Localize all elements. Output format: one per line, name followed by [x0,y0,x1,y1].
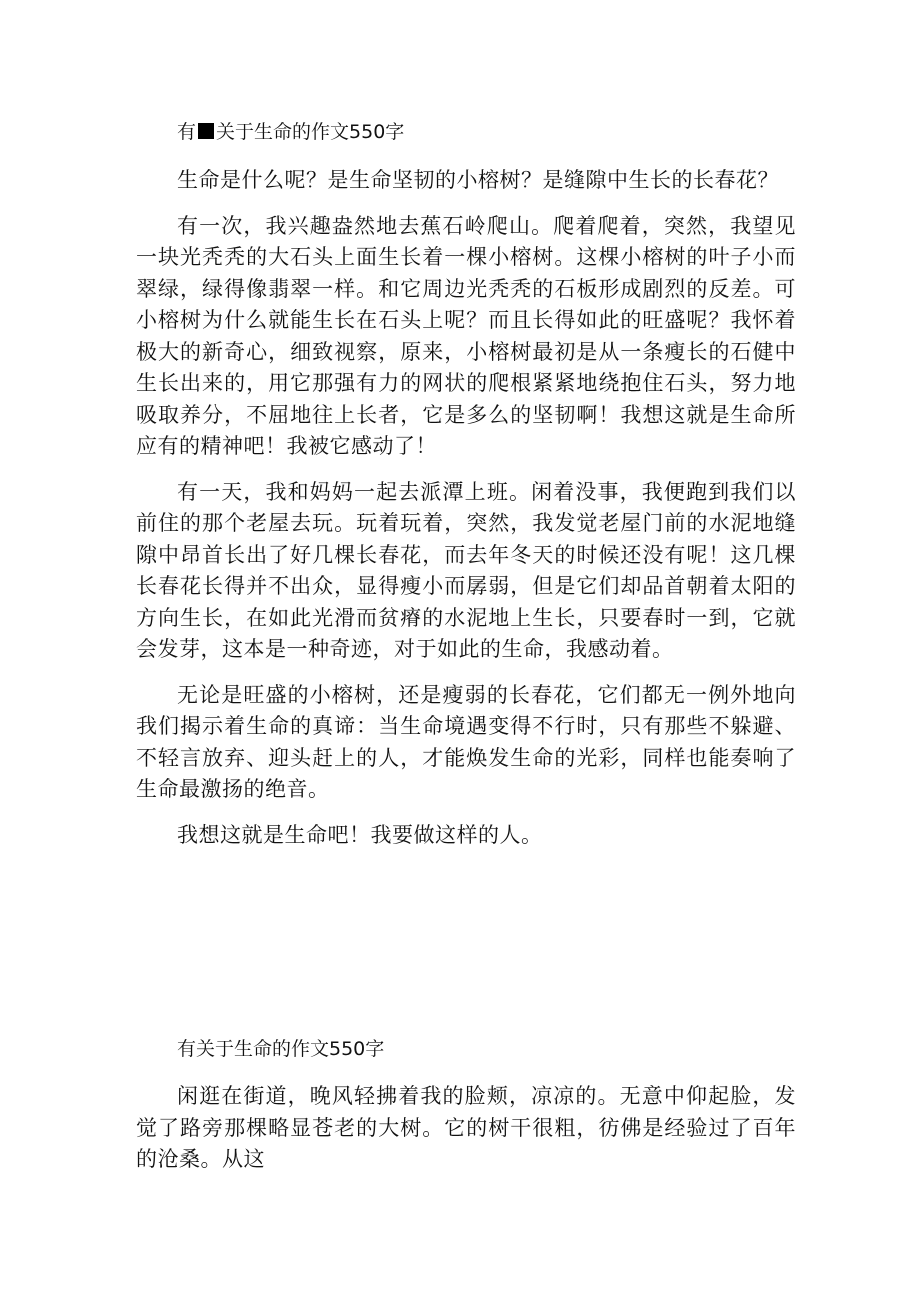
essay-body-2 [136,1081,796,1176]
title-prefix: 有 [177,121,197,143]
paragraph: 有一天，我和妈妈一起去派潭上班。闲着没事，我便跑到我们以前住的那个老屋去玩。玩着玩着，突然，我发觉老屋门前的水泥地缝隙中昂首长出了好几棵长春花，而去年冬天的时候还没有呢！这几棵长春花长得并不出众，显得瘦小而孱弱，但是它们却品首朝着太阳的方向生长，在如此光滑而贫瘠的水泥地上生长，只要春时一到，它就会发芽，这本是一种奇迹，对于如此的生命，我感动着。 [136,479,796,661]
essay-title-2: 有关于生命的作文550字 [177,1038,385,1060]
paragraph: 我想这就是生命吧！我要做这样的人。 [177,822,543,847]
essay-body-1 [136,165,796,851]
paragraph: 生命是什么呢？是生命坚韧的小榕树？是缝隙中生长的长春花？ [177,168,779,192]
paragraph: 闲逛在街道，晚风轻拂着我的脸颊，凉凉的。无意中仰起脸，发觉了路旁那棵略显苍老的大树。它的树干很粗，彷佛是经验过了百年的沧桑。从这 [136,1084,796,1171]
paragraph: 有一次，我兴趣盎然地去蕉石岭爬山。爬着爬着，突然，我望见一块光秃秃的大石头上面生长着一棵小榕树。这棵小榕树的叶子小而翠绿，绿得像翡翠一样。和它周边光秃秃的石板形成剧烈的反差。可小榕树为什么就能生长在石头上呢？而且长得如此的旺盛呢？我怀着极大的新奇心，细致视察，原来，小榕树最初是从一条瘦长的石健中生长出来的，用它那强有力的网状的爬根紧紧地绕抱住石头，努力地吸取养分，不屈地往上长者，它是多么的坚韧啊！我想这就是生命所应有的精神吧！我被它感动了！ [136,213,796,458]
redaction-mark [198,123,214,139]
paragraph: 无论是旺盛的小榕树，还是瘦弱的长春花，它们都无一例外地向我们揭示着生命的真谛：当生命境遇变得不行时，只有那些不躲避、不轻言放弃、迎头赶上的人，才能焕发生命的光彩，同样也能奏响了生命最激扬的绝音。 [136,682,796,801]
essay-title-1 [177,118,404,146]
title-text: 关于生命的作文550字 [216,121,405,143]
